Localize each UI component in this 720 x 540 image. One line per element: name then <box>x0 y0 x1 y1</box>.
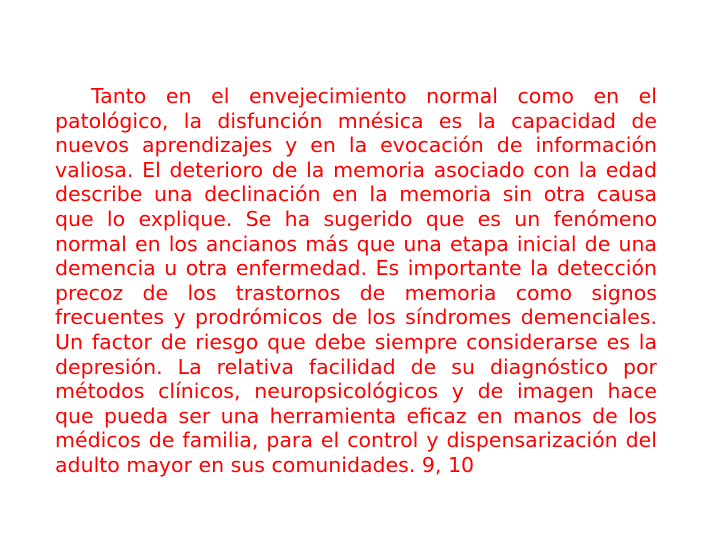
body-paragraph: Tanto en el envejecimiento normal como en el patológico, la disfunción mnésica es la capacidad de nuevos aprendizajes y en la evocación de información valiosa. El deterioro de la memoria asociado con la edad describe una declinación en la memoria sin otra causa que lo explique. Se ha sugerido que es un fenómeno normal en los ancianos más que una etapa inicial de una demencia u otra enfermedad. Es importante la detección precoz de los trastornos de memoria como signos frecuentes y prodrómicos de los síndromes demenciales. Un factor de riesgo que debe siempre considerarse es la depresión. La relativa facilidad de su diagnóstico por métodos clínicos, neuropsicológicos y de imagen hace que pueda ser una herramienta eficaz en manos de los médicos de familia, para el control y dispensarización del adulto mayor en sus comunidades. 9, 10 <box>55 84 657 477</box>
